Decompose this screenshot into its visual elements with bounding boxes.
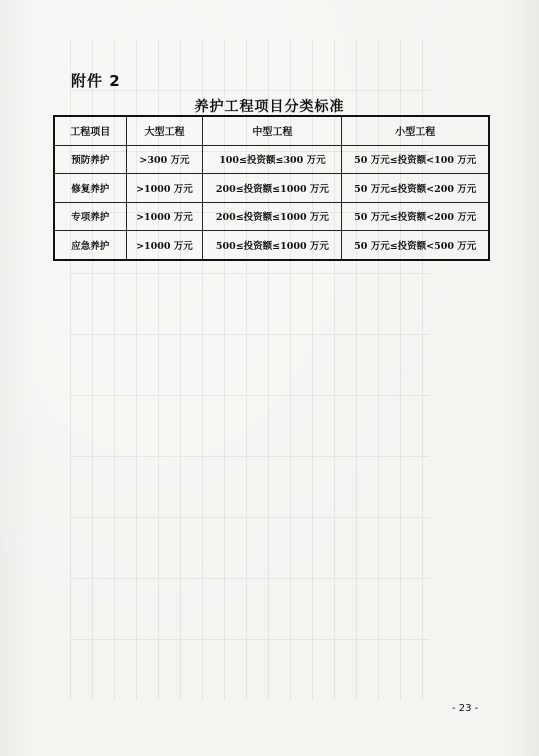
table-row <box>54 174 489 203</box>
cell-large: >300 万元 <box>126 145 203 174</box>
header-small: 小型工程 <box>342 116 489 145</box>
table-title: 养护工程项目分类标准 <box>194 99 345 115</box>
classification-table <box>53 115 490 261</box>
cell-medium: 500≤投资额≤1000 万元 <box>203 231 342 260</box>
cell-project: 修复养护 <box>54 174 126 203</box>
cell-small: 50 万元≤投资额<100 万元 <box>342 145 489 174</box>
cell-project: 应急养护 <box>54 231 126 260</box>
table-row <box>54 202 489 231</box>
cell-large: >1000 万元 <box>126 174 203 203</box>
cell-medium: 200≤投资额≤1000 万元 <box>203 202 342 231</box>
table-row <box>54 145 489 174</box>
cell-small: 50 万元≤投资额<200 万元 <box>342 174 489 203</box>
cell-large: >1000 万元 <box>126 202 203 231</box>
cell-small: 50 万元≤投资额<500 万元 <box>342 231 489 260</box>
page-number: - 23 - <box>452 703 479 714</box>
cell-medium: 200≤投资额≤1000 万元 <box>203 174 342 203</box>
cell-medium: 100≤投资额≤300 万元 <box>203 145 342 174</box>
cell-large: >1000 万元 <box>126 231 203 260</box>
table-header-row <box>54 116 489 145</box>
cell-small: 50 万元≤投资额<200 万元 <box>342 202 489 231</box>
header-medium: 中型工程 <box>203 116 342 145</box>
attachment-label: 附件 2 <box>71 72 121 90</box>
header-large: 大型工程 <box>126 116 203 145</box>
header-project: 工程项目 <box>54 116 126 145</box>
cell-project: 专项养护 <box>54 202 126 231</box>
table-row <box>54 231 489 260</box>
cell-project: 预防养护 <box>54 145 126 174</box>
